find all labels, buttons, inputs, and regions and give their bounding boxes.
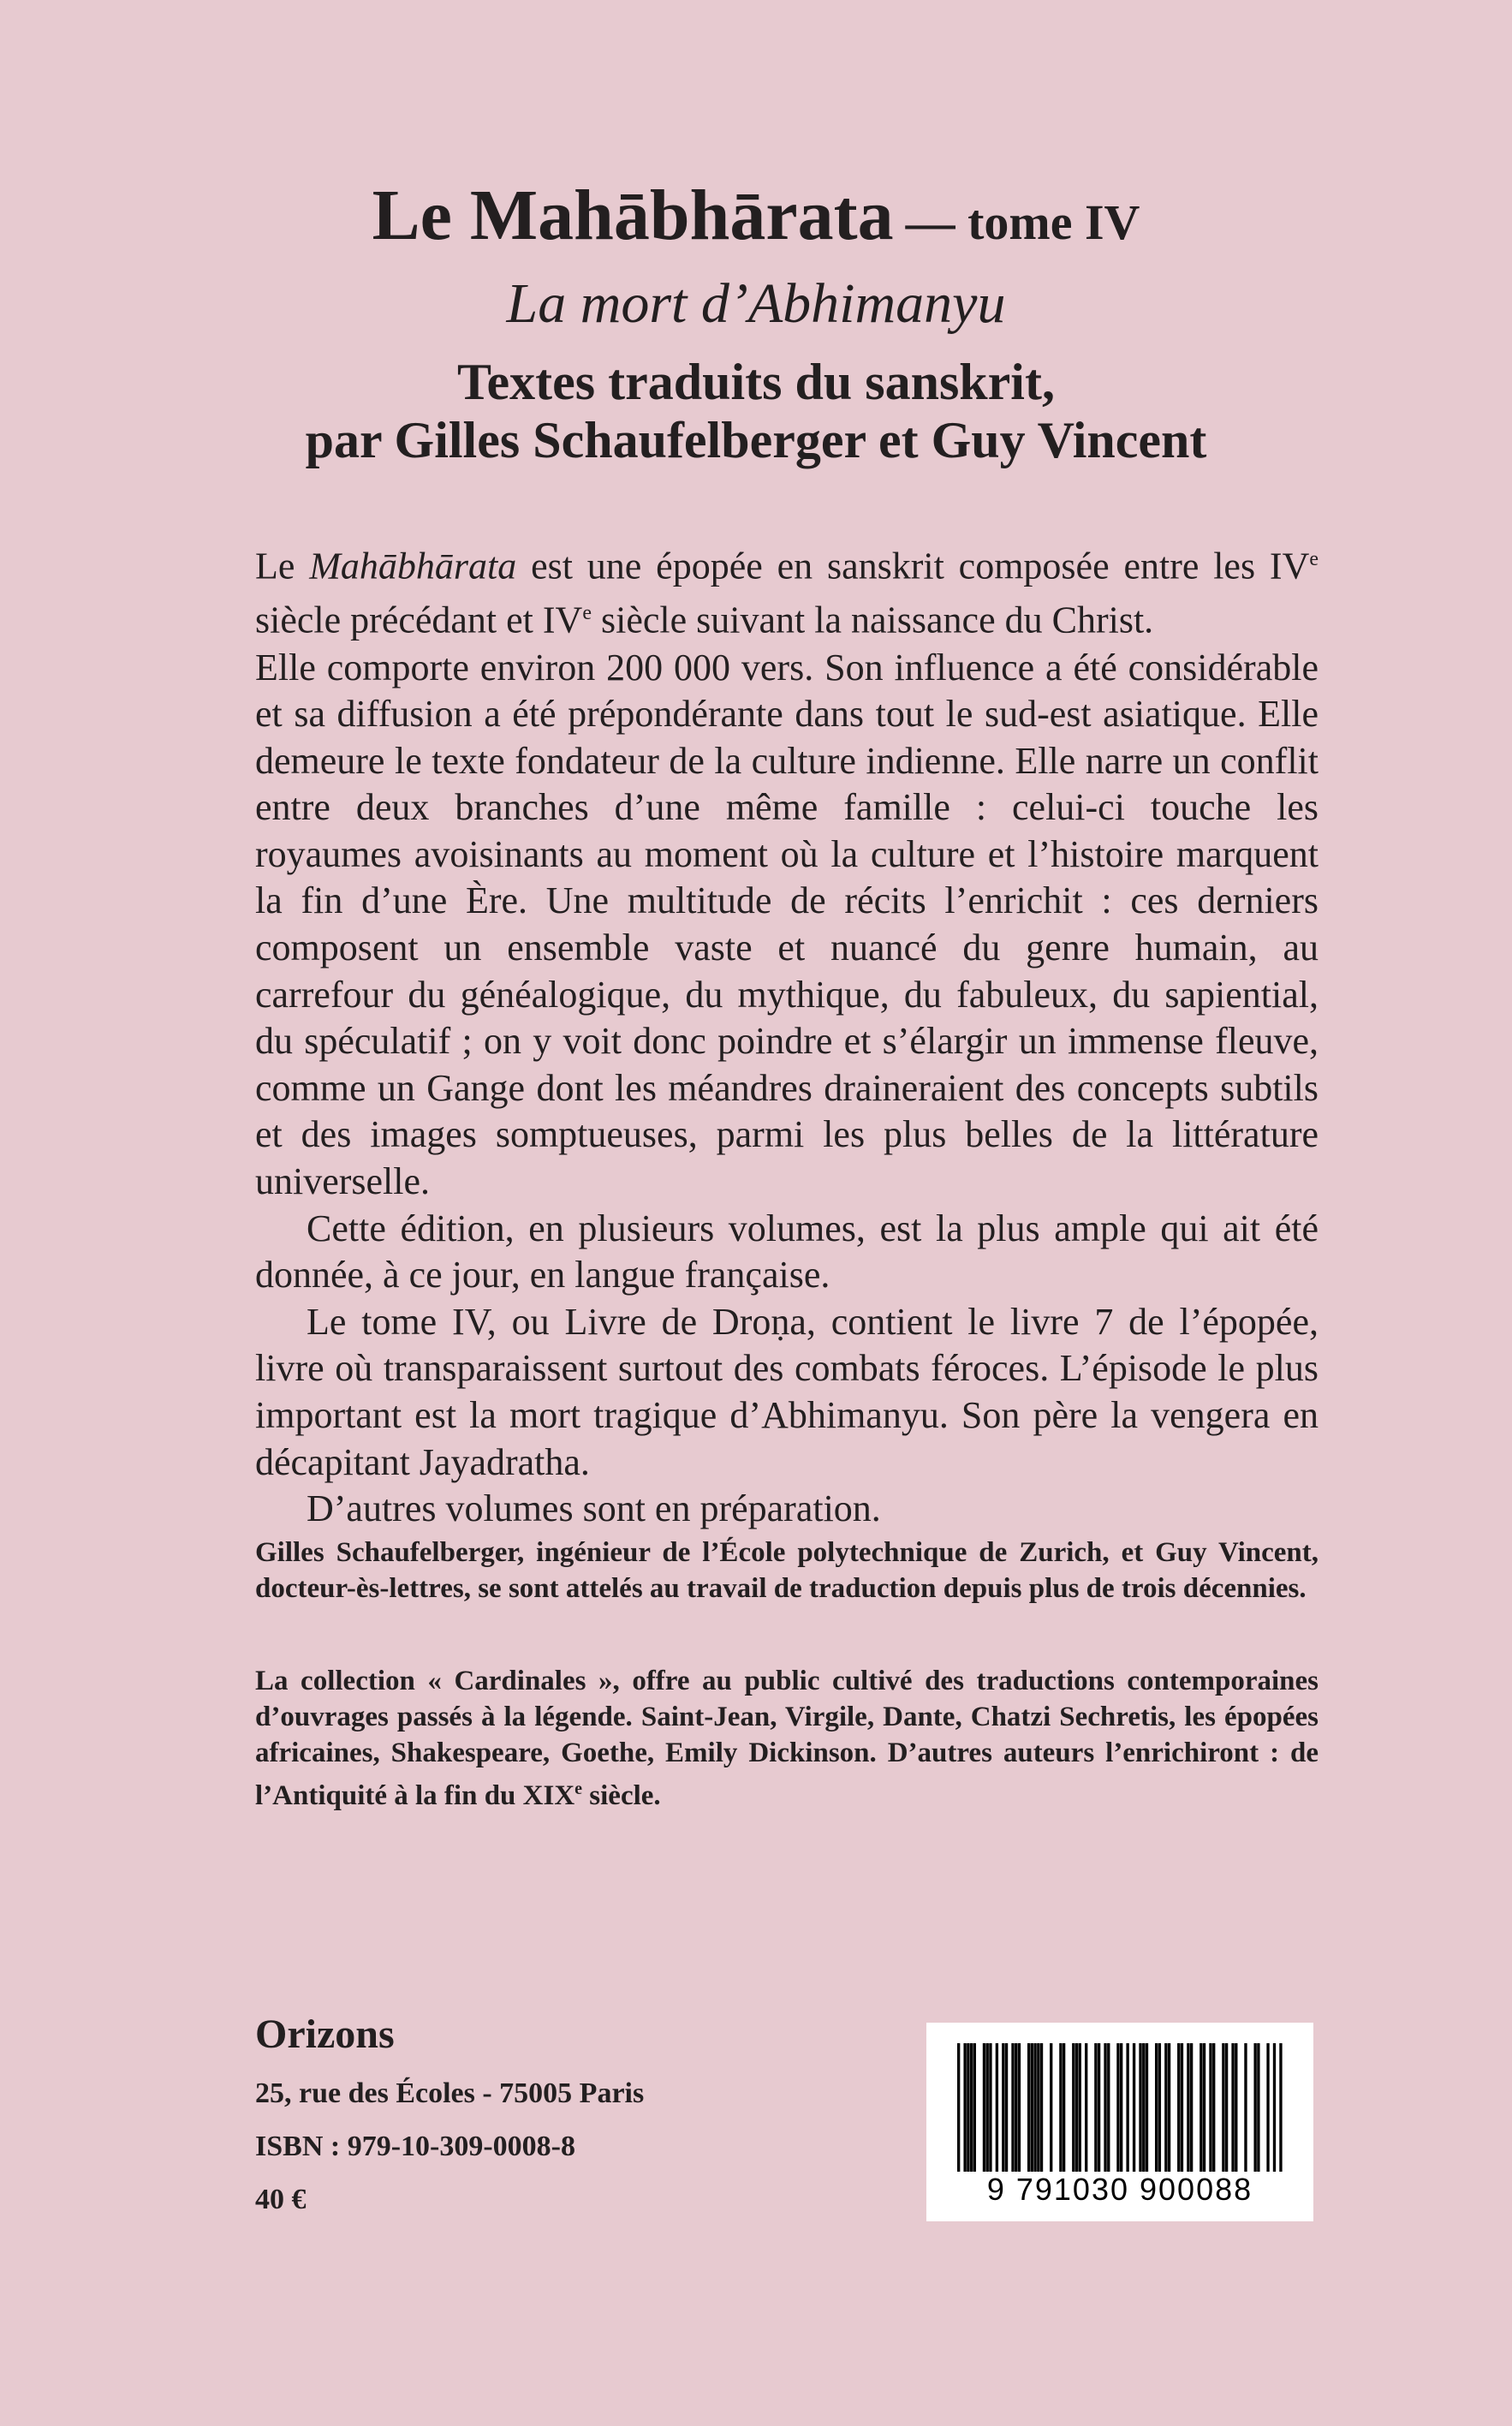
barcode-bar bbox=[1015, 2043, 1017, 2172]
barcode-bar bbox=[1212, 2043, 1215, 2172]
barcode-bar bbox=[989, 2043, 991, 2172]
barcode-bar bbox=[1158, 2043, 1161, 2172]
barcode-bar bbox=[1018, 2043, 1021, 2172]
blurb-paragraph-5: D’autres volumes sont en préparation. bbox=[307, 1487, 881, 1530]
barcode-bar bbox=[1033, 2043, 1036, 2172]
text-span: Le bbox=[255, 545, 310, 587]
barcode-bar bbox=[963, 2043, 966, 2172]
work-title: Mahābhārata bbox=[309, 545, 517, 587]
blurb bbox=[255, 536, 1319, 1533]
barcode-bar bbox=[967, 2043, 969, 2172]
barcode-bar bbox=[1266, 2043, 1269, 2172]
text-span: est une épopée en sanskrit composée entre les IV bbox=[516, 545, 1310, 587]
barcode-bar bbox=[1027, 2043, 1030, 2172]
translators-line-2: par Gilles Schaufelberger et Guy Vincent bbox=[305, 412, 1207, 468]
barcode-bar bbox=[1209, 2043, 1211, 2172]
barcode-bar bbox=[1094, 2043, 1097, 2172]
barcode-digits: 9 791030 900088 bbox=[986, 2172, 1253, 2207]
price: 40 € bbox=[255, 2184, 307, 2215]
tome-label: — tome IV bbox=[905, 194, 1140, 250]
barcode-bar bbox=[1104, 2043, 1106, 2172]
blurb-paragraph-2: Elle comporte environ 200 000 vers. Son influence a été considérable et sa diffusion a été prépondérante dans tout le sud-est asiatique. Elle demeure le texte fondateur de la culture indienne. Elle narre un conflit entre deux branches d’une même famille : celui-ci touche les royaumes avoisinants au moment où la culture et l’histoire marquent la fin d’une Ère. Une multitude de récits l’enrichit : ces derniers composent un ensemble vaste et nuancé du genre humain, au carrefour du généalogique, du mythique, du fabuleux, du sapiential, du spéculatif ; on y voit donc poindre et s’élargir un immense fleuve, comme un Gange dont les méandres draineraient des concepts subtils et des images somptueuses, parmi les plus belles de la littérature universelle. bbox=[255, 646, 1319, 1203]
barcode-bar bbox=[1168, 2043, 1170, 2172]
barcode-bar bbox=[1155, 2043, 1158, 2172]
publisher-name: Orizons bbox=[255, 2012, 395, 2057]
barcode-bar bbox=[1120, 2043, 1122, 2172]
superscript: e bbox=[574, 1779, 583, 1798]
barcode-bar bbox=[1050, 2043, 1052, 2172]
barcode-bar bbox=[1126, 2043, 1128, 2172]
barcode-bar bbox=[1222, 2043, 1224, 2172]
translators bbox=[0, 353, 1512, 469]
barcode-bar bbox=[1190, 2043, 1193, 2172]
barcode-bar bbox=[1098, 2043, 1100, 2172]
text-span: siècle suivant la naissance du Christ. bbox=[592, 599, 1154, 641]
blurb-paragraph-1 bbox=[255, 536, 1319, 645]
superscript: e bbox=[582, 602, 592, 625]
barcode-bar bbox=[1279, 2043, 1282, 2172]
barcode-bar bbox=[1075, 2043, 1078, 2172]
text-span: siècle. bbox=[582, 1780, 661, 1811]
book-subtitle: La mort d’Abhimanyu bbox=[506, 272, 1006, 335]
barcode-bar bbox=[1079, 2043, 1081, 2172]
barcode bbox=[926, 2023, 1313, 2221]
blurb-paragraph-4: Le tome IV, ou Livre de Droṇa, contient le livre 7 de l’épopée, livre où transparaissent surtout des combats féroces. L’épisode le plus important est la mort tragique d’Abhimanyu. Son père la vengera en décapitant Jayadratha. bbox=[255, 1300, 1319, 1483]
text-span: La collection « Cardinales », offre au public cultivé des traductions contemporaines d’ouvrages passés à la légende. Saint-Jean, Virgile, Dante, Chatzi Sechretis, les épopées africaines, Shakespeare, Goethe, Emily Dickinson. D’autres auteurs l’enrichiront : de l’Antiquité à la fin du XIX bbox=[255, 1666, 1319, 1811]
title-line bbox=[0, 176, 1512, 255]
superscript: e bbox=[1309, 548, 1319, 570]
barcode-bar bbox=[1040, 2043, 1043, 2172]
publisher-block bbox=[255, 2014, 644, 2214]
barcode-bar bbox=[996, 2043, 998, 2172]
barcode-bar bbox=[1142, 2043, 1145, 2172]
barcode-bar bbox=[986, 2043, 989, 2172]
barcode-bar bbox=[1231, 2043, 1234, 2172]
translators-line-1: Textes traduits du sanskrit, bbox=[457, 354, 1055, 410]
blurb-paragraph-3: Cette édition, en plusieurs volumes, est la plus ample qui ait été donnée, à ce jour, en langue française. bbox=[255, 1207, 1319, 1296]
barcode-bar bbox=[1244, 2043, 1247, 2172]
book-title: Le Mahābhārata bbox=[372, 176, 894, 255]
barcode-bar bbox=[1253, 2043, 1256, 2172]
barcode-bar bbox=[983, 2043, 985, 2172]
barcode-bar bbox=[957, 2043, 960, 2172]
barcode-bar bbox=[1059, 2043, 1062, 2172]
barcode-bars bbox=[957, 2043, 1283, 2172]
text-span: siècle précédant et IV bbox=[255, 599, 583, 641]
authors-note: Gilles Schaufelberger, ingénieur de l’École polytechnique de Zurich, et Guy Vincent, docteur-ès-lettres, se sont attelés au travail de traduction depuis plus de trois décennies. bbox=[255, 1537, 1319, 1604]
barcode-bar bbox=[1181, 2043, 1183, 2172]
barcode-bar bbox=[1011, 2043, 1014, 2172]
header bbox=[0, 176, 1512, 469]
barcode-bar bbox=[1225, 2043, 1228, 2172]
barcode-bar bbox=[1037, 2043, 1039, 2172]
barcode-bar bbox=[1063, 2043, 1065, 2172]
barcode-bar bbox=[1072, 2043, 1074, 2172]
barcode-bar bbox=[973, 2043, 976, 2172]
publisher-address: 25, rue des Écoles - 75005 Paris bbox=[255, 2077, 645, 2109]
barcode-bar bbox=[1031, 2043, 1033, 2172]
barcode-bar bbox=[1203, 2043, 1205, 2172]
barcode-bar bbox=[970, 2043, 973, 2172]
barcode-bar bbox=[1199, 2043, 1202, 2172]
barcode-bar bbox=[1257, 2043, 1259, 2172]
barcode-bar bbox=[1116, 2043, 1119, 2172]
barcode-bar bbox=[1235, 2043, 1237, 2172]
barcode-bar bbox=[1002, 2043, 1004, 2172]
barcode-bar bbox=[1146, 2043, 1148, 2172]
barcode-bar bbox=[1107, 2043, 1110, 2172]
barcode-bar bbox=[1177, 2043, 1180, 2172]
barcode-bar bbox=[1139, 2043, 1141, 2172]
barcode-bar bbox=[1133, 2043, 1135, 2172]
barcode-bar bbox=[1273, 2043, 1276, 2172]
barcode-bar bbox=[1187, 2043, 1189, 2172]
isbn: ISBN : 979-10-309-0008-8 bbox=[255, 2131, 575, 2162]
collection-note bbox=[255, 1663, 1319, 1814]
barcode-bar bbox=[1085, 2043, 1087, 2172]
barcode-bar bbox=[1005, 2043, 1008, 2172]
barcode-bar bbox=[1164, 2043, 1167, 2172]
